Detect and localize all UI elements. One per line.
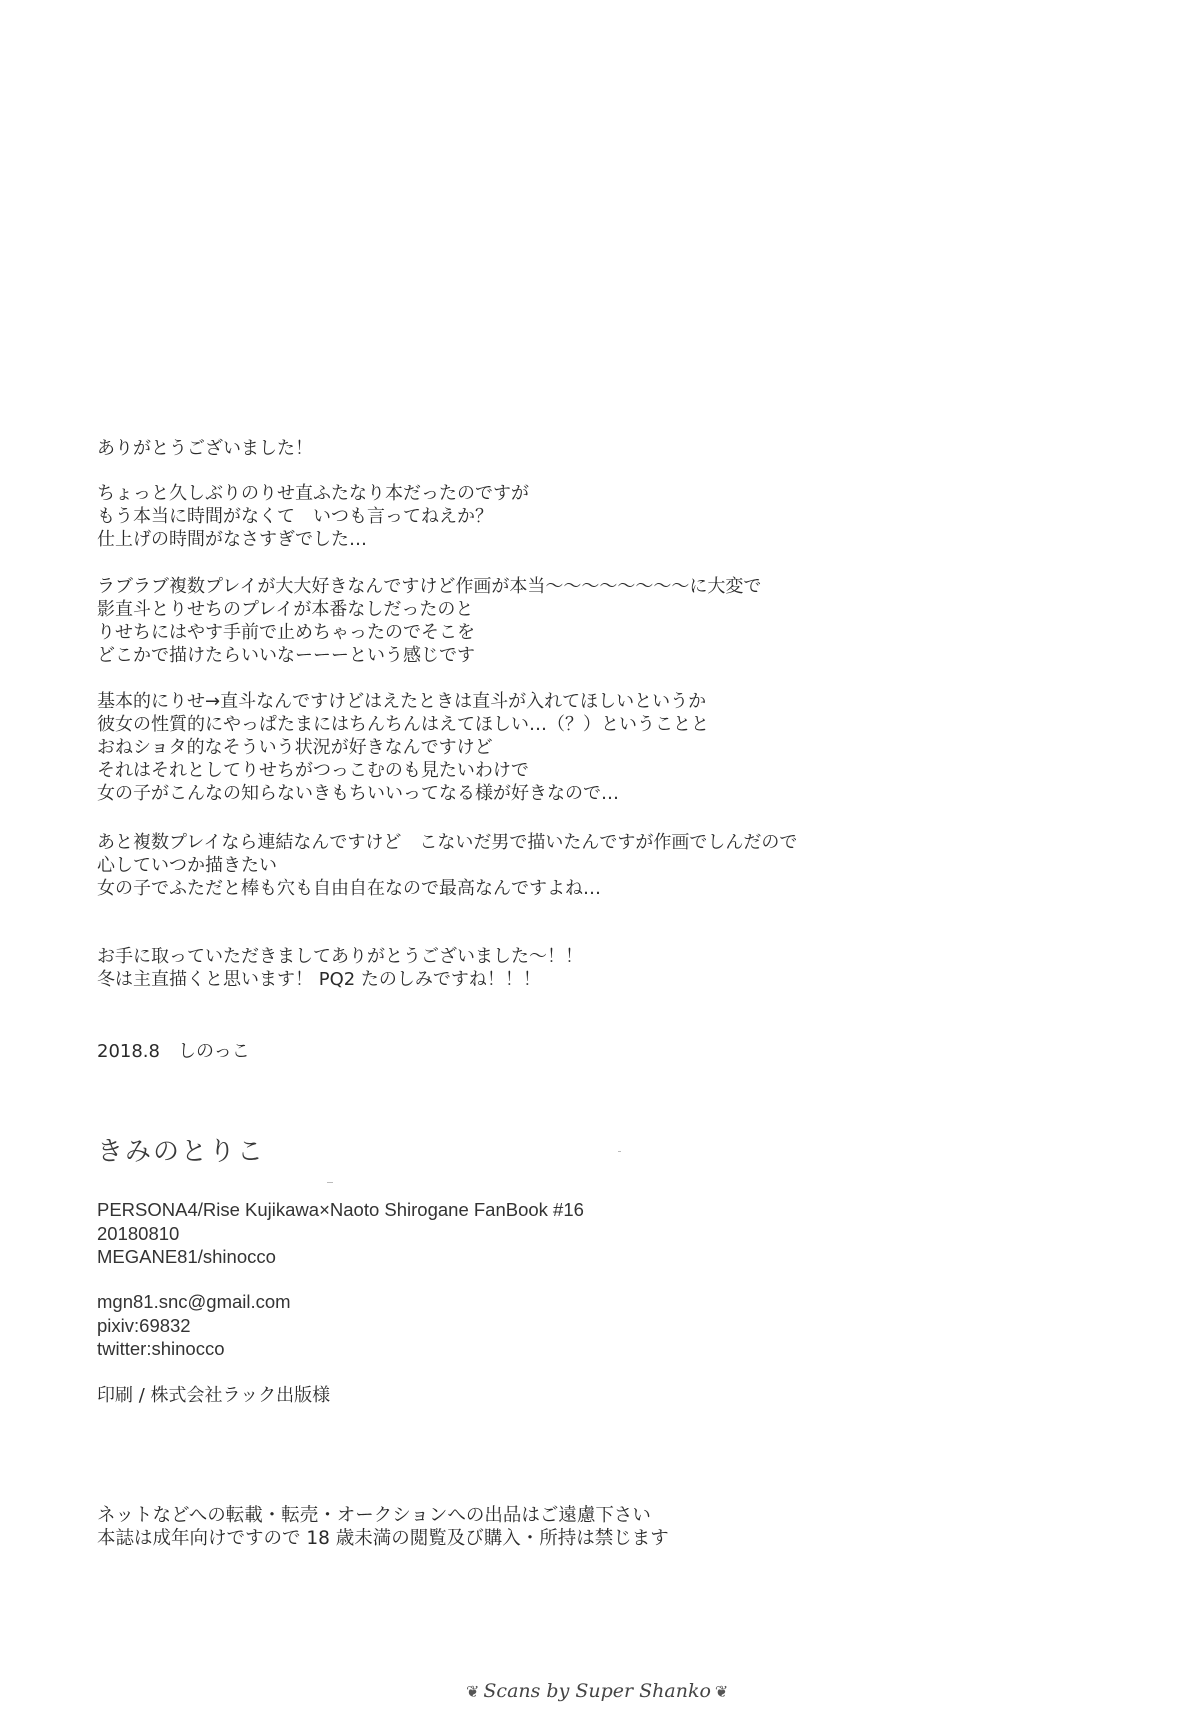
text-line: 女の子がこんなの知らないきもちいいってなる様が好きなので… <box>97 783 619 804</box>
text-line: 影直斗とりせちのプレイが本番なしだったのと <box>97 599 474 620</box>
afterword-paragraph-3 <box>97 690 709 805</box>
colophon-book-info <box>97 1198 584 1269</box>
text-line: お手に取っていただきましてありがとうございました〜！！ <box>97 946 583 967</box>
afterword-paragraph-4 <box>97 831 797 900</box>
text-line: ちょっと久しぶりのりせ直ふたなり本だったのですが <box>97 483 529 504</box>
afterword-thanks <box>97 437 313 460</box>
colophon-line: MEGANE81/shinocco <box>97 1246 276 1267</box>
text-line: どこかで描けたらいいなーーーという感じです <box>97 645 475 666</box>
text-line: 心していつか描きたい <box>97 855 277 876</box>
flourish-right-icon: ❦ <box>714 1682 729 1701</box>
afterword-paragraph-5 <box>97 945 583 991</box>
scan-credit-text: Scans by Super Shanko <box>483 1680 711 1702</box>
text-line: りせちにはやす手前で止めちゃったのでそこを <box>97 622 475 643</box>
twitter-handle: twitter:shinocco <box>97 1338 225 1359</box>
text-line: 冬は主直描くと思います！ PQ2 たのしみですね！！！ <box>97 969 541 990</box>
text-line: ラブラブ複数プレイが大大好きなんですけど作画が本当〜〜〜〜〜〜〜〜に大変で <box>97 576 762 597</box>
colophon-contact-info <box>97 1290 291 1361</box>
pixiv-id: pixiv:69832 <box>97 1314 191 1336</box>
afterword-paragraph-2 <box>97 575 761 667</box>
afterword-paragraph-1 <box>97 482 529 551</box>
legal-notice <box>97 1504 669 1550</box>
text-line: ありがとうございました！ <box>97 438 313 459</box>
text-line: おねショタ的なそういう状況が好きなんですけど <box>97 737 493 758</box>
book-title: きみのとりこ <box>97 1137 266 1167</box>
text-line: 基本的にりせ→直斗なんですけどはえたときは直斗が入れてほしいというか <box>97 691 707 712</box>
email-address: mgn81.snc@gmail.com <box>97 1291 291 1312</box>
colophon-line: 20180810 <box>97 1222 180 1244</box>
text-line: あと複数プレイなら連結なんですけど こないだ男で描いたんですが作画でしんだので <box>97 832 798 853</box>
afterword-signature <box>97 1040 250 1063</box>
text-line: もう本当に時間がなくて いつも言ってねえか？ <box>97 506 493 527</box>
text-line: 仕上げの時間がなさすぎでした… <box>97 529 367 550</box>
text-line: 彼女の性質的にやっぱたまにはちんちんはえてほしい…（？）ということと <box>97 714 709 735</box>
signature-line: 2018.8 しのっこ <box>97 1041 250 1062</box>
colophon-line: PERSONA4/Rise Kujikawa×Naoto Shirogane FanBook #16 <box>97 1199 584 1220</box>
text-line: それはそれとしてりせちがつっこむのも見たいわけで <box>97 760 529 781</box>
flourish-left-icon: ❦ <box>466 1682 480 1701</box>
scan-credit <box>462 1680 732 1703</box>
notice-line: 本誌は成年向けですので 18 歳未満の閲覧及び購入・所持は禁じます <box>97 1528 669 1549</box>
printer-credit: 印刷 / 株式会社ラック出版様 <box>97 1385 331 1406</box>
scan-speck <box>327 1182 333 1183</box>
notice-line: ネットなどへの転載・転売・オークションへの出品はご遠慮下さい <box>97 1505 651 1526</box>
text-line: 女の子でふただと棒も穴も自由自在なので最高なんですよね… <box>97 878 601 899</box>
scan-speck <box>618 1151 621 1152</box>
